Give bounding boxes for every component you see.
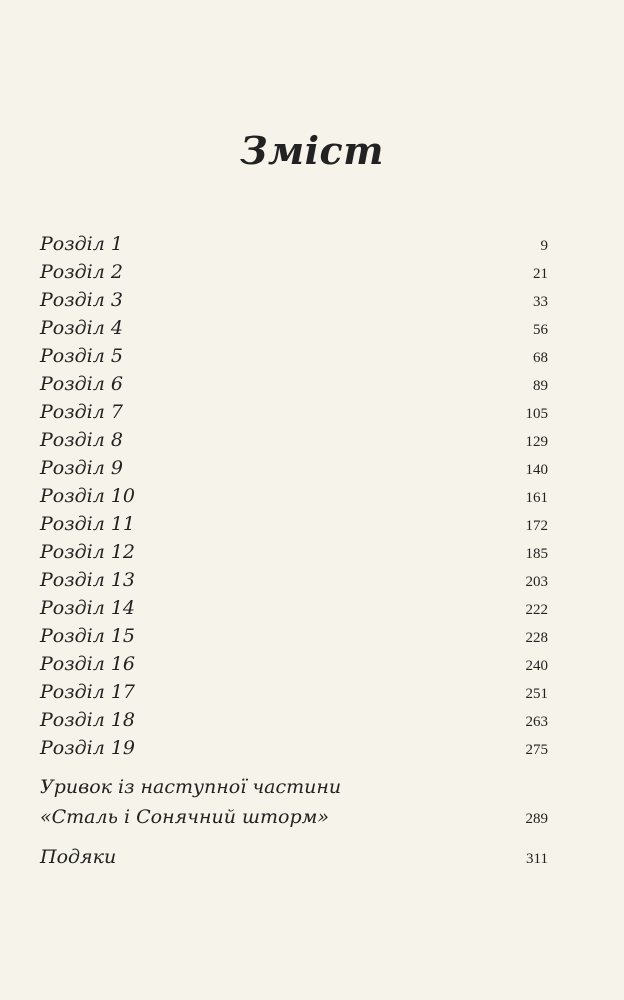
chapter-label: Розділ 9 [40,457,123,479]
toc-row [40,314,548,342]
page-number: 56 [533,322,548,338]
chapter-label: Розділ 7 [40,401,123,423]
page-number: 263 [525,714,548,730]
excerpt-label-line1: Уривок із наступної частини [40,776,342,798]
toc-row [40,454,548,482]
page-number: 251 [525,686,548,702]
chapter-label: Розділ 4 [40,317,123,339]
spacer [40,762,548,772]
page-number: 222 [525,602,548,618]
page-number: 21 [533,266,548,282]
toc-row [40,678,548,706]
table-of-contents [40,230,548,872]
chapter-label: Розділ 12 [40,541,136,563]
chapter-label: Розділ 5 [40,345,123,367]
page-title: Зміст [240,128,384,173]
page-number: 311 [526,851,548,867]
chapter-label: Розділ 2 [40,261,123,283]
page-number: 129 [525,434,548,450]
chapter-label: Розділ 15 [40,625,136,647]
excerpt-label-line2: «Сталь і Сонячний шторм» [40,806,330,828]
page-number: 289 [525,811,548,827]
page-number: 140 [525,462,548,478]
page-number: 172 [525,518,548,534]
toc-row [40,594,548,622]
toc-row [40,230,548,258]
toc-row [40,398,548,426]
page-number: 33 [533,294,548,310]
page-number: 161 [525,490,548,506]
page-number: 89 [533,378,548,394]
thanks-label: Подяки [40,846,117,868]
chapter-label: Розділ 16 [40,653,136,675]
toc-row [40,510,548,538]
toc-row [40,734,548,762]
chapter-label: Розділ 11 [40,513,136,535]
toc-row [40,258,548,286]
toc-row [40,342,548,370]
toc-row [40,426,548,454]
toc-row [40,286,548,314]
chapter-label: Розділ 18 [40,709,136,731]
toc-row [40,706,548,734]
spacer [40,832,548,842]
page-number: 228 [525,630,548,646]
page-number: 105 [525,406,548,422]
toc-row [40,482,548,510]
chapter-label: Розділ 6 [40,373,123,395]
chapter-label: Розділ 3 [40,289,123,311]
page-number: 203 [525,574,548,590]
chapter-label: Розділ 8 [40,429,123,451]
excerpt-row-line2 [40,802,548,832]
toc-row [40,650,548,678]
toc-row [40,370,548,398]
toc-row [40,538,548,566]
chapter-label: Розділ 10 [40,485,136,507]
toc-row [40,622,548,650]
chapter-label: Розділ 17 [40,681,136,703]
page-number: 68 [533,350,548,366]
chapter-label: Розділ 1 [40,233,123,255]
page-number: 185 [525,546,548,562]
page-number: 275 [525,742,548,758]
excerpt-row-line1 [40,772,548,802]
thanks-row [40,842,548,872]
chapter-label: Розділ 14 [40,597,136,619]
page-number: 9 [540,238,548,254]
page-number: 240 [525,658,548,674]
chapter-label: Розділ 13 [40,569,136,591]
chapter-label: Розділ 19 [40,737,136,759]
toc-row [40,566,548,594]
